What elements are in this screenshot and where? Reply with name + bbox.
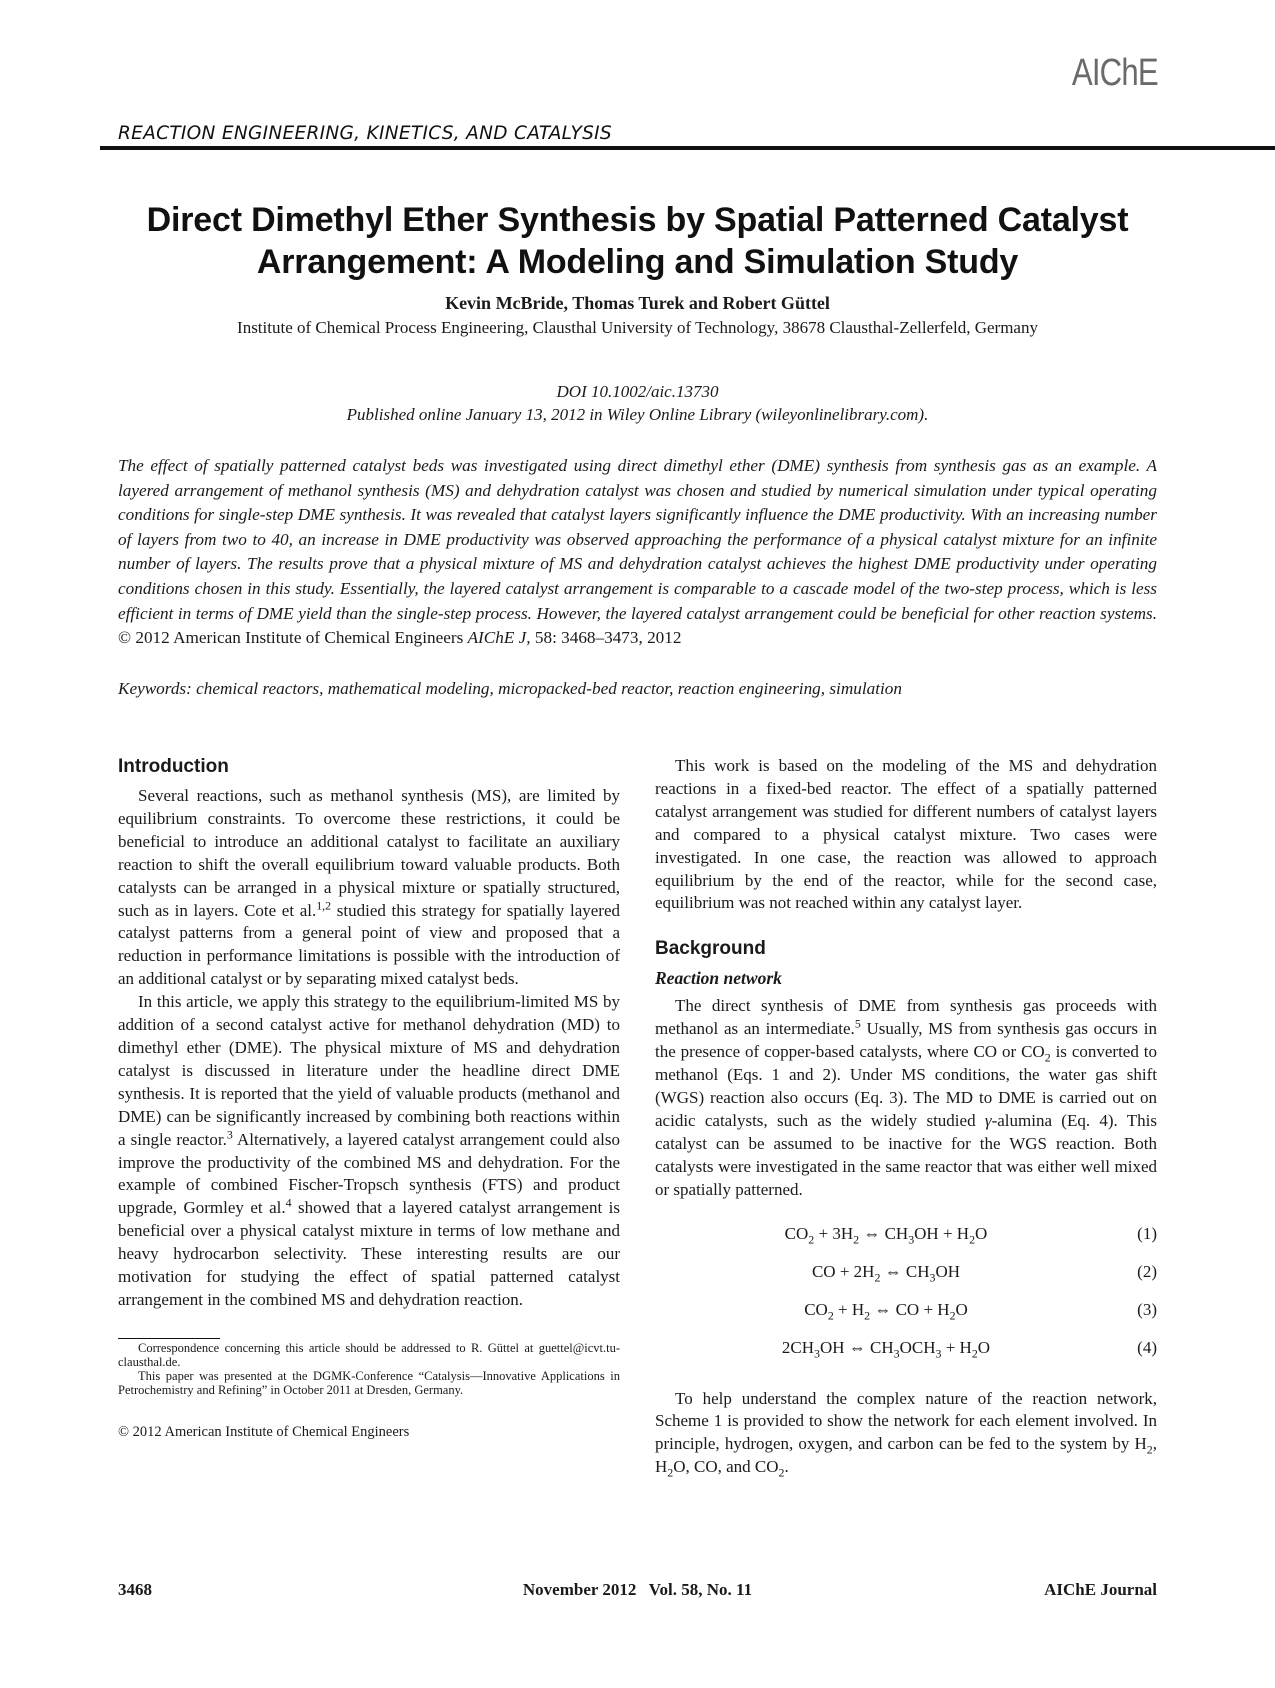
reaction-network-subheading: Reaction network (655, 968, 782, 989)
journal-name: AIChE Journal (1044, 1580, 1157, 1599)
header-rule (100, 146, 1275, 150)
introduction-heading: Introduction (118, 756, 229, 777)
equation-number: (3) (1137, 1300, 1157, 1320)
footnote-rule (118, 1338, 220, 1339)
equation-2 (655, 1254, 1157, 1292)
published-line: Published online January 13, 2012 in Wiley Online Library (wileyonlinelibrary.com). (346, 405, 929, 424)
title-line-1: Direct Dimethyl Ether Synthesis by Spatial Patterned Catalyst (146, 200, 1129, 239)
equation-number: (2) (1137, 1262, 1157, 1282)
intro-paragraph-2: In this article, we apply this strategy to the equilibrium-limited MS by addition of a second catalyst active for methanol dehydration (MD) to dimethyl ether (DME). The physical mixture of MS and dehydration catalyst is discussed in literature under the headline direct DME synthesis. It is reported that the yield of valuable products (methanol and DME) can be significantly increased by combining both reactions within a single reactor.$^3$ Alternatively, a layered catalyst arrangement could also improve the productivity of the combined MS and dehydration. For the example of combined Fischer-Tropsch synthesis (FTS) and product upgrade, Gormley et al.$^4$ showed that a layered catalyst arrangement is beneficial over a physical catalyst mixture in terms of low methane and heavy hydrocarbon selectivity. These interesting results are our motivation for studying the effect of spatial patterned catalyst arrangement in the combined MS and dehydration reaction. (118, 992, 620, 1309)
citation-ref: 4 (285, 1195, 292, 1210)
abstract-citation: 58: 3468–3473, 2012 (534, 628, 682, 648)
equation-expression: $2CH_3OH$ ⇔ $CH_3OCH_3 + H_2O$ (781, 1338, 991, 1361)
equation-expression: $CO_2 + 3H_2$ ⇔ $CH_3OH + H_2O$ (784, 1224, 988, 1247)
left-column (118, 755, 620, 1444)
abstract-journal: AIChE J, (467, 628, 531, 648)
doi: DOI 10.1002/aic.13730 (556, 382, 719, 401)
issue-info: November 2012 Vol. 58, No. 11 (522, 1580, 753, 1599)
equation-3 (655, 1292, 1157, 1330)
equation-number: (4) (1137, 1338, 1157, 1358)
right-paragraph-1: This work is based on the modeling of the MS and dehydration reactions in a fixed-bed reactor. The effect of a spatially patterned catalyst arrangement was studied for different numbers of catalyst layers and compared to a physical catalyst mixture. Two cases were investigated. In one case, the reaction was allowed to approach equilibrium by the end of the reactor, while for the second case, equilibrium was not reached within any catalyst layer. (655, 756, 1157, 913)
background-paragraph: The direct synthesis of DME from synthesis gas proceeds with methanol as an intermediate.$^5$ Usually, MS from synthesis gas occurs in the presence of copper-based catalysts, where CO or $CO_2$ is converted to methanol (Eqs. 1 and 2). Under MS conditions, the water gas shift (WGS) reaction also occurs (Eq. 3). The MD to DME is carried out on acidic catalysts, such as the widely studied γ-alumina (Eq. 4). This catalyst can be assumed to be inactive for the WGS reaction. Both catalysts were investigated in the same reactor that was either well mixed or spatially patterned. (655, 996, 1157, 1199)
keywords: Keywords: chemical reactors, mathematical modeling, micropacked-bed reactor, reaction engineering, simulation (118, 679, 902, 698)
equation-number: (1) (1137, 1224, 1157, 1244)
abstract (118, 454, 1157, 651)
page-number: 3468 (118, 1580, 152, 1599)
equation-1 (655, 1216, 1157, 1254)
copyright-notice: © 2012 American Institute of Chemical Engineers (118, 1423, 410, 1440)
citation-ref: 3 (226, 1126, 233, 1141)
affiliation: Institute of Chemical Process Engineering, Clausthal University of Technology, 38678 Clausthal-Zellerfeld, Germany (237, 318, 1038, 337)
right-column (655, 755, 1157, 1479)
authors: Kevin McBride, Thomas Turek and Robert Güttel (445, 293, 830, 313)
background-heading: Background (655, 938, 766, 960)
equation-expression: CO + $2H_2$ ⇔ $CH_3OH$ (811, 1262, 961, 1285)
footnote-conference: This paper was presented at the DGMK-Conference “Catalysis—Innovative Applications in Petrochemistry and Refining” in October 2011 at Dresden, Germany. (118, 1368, 620, 1397)
intro-paragraph-1: Several reactions, such as methanol synthesis (MS), are limited by equilibrium constraints. To overcome these restrictions, it could be beneficial to introduce an additional catalyst to facilitate an auxiliary reaction to shift the overall equilibrium toward valuable products. Both catalysts can be arranged in a physical mixture or spatially structured, such as in layers. Cote et al.$^{1,2}$ studied this strategy for spatially layered catalyst patterns from a general point of view and proposed that a reduction in performance limitations is possible with the introduction of an additional catalyst or by separating mixed catalyst beds. (118, 786, 620, 989)
citation-ref: 5 (854, 1016, 861, 1031)
abstract-text: The effect of spatially patterned catalyst beds was investigated using direct dimethyl ether (DME) synthesis from synthesis gas as an example. A layered arrangement of methanol synthesis (MS) and dehydration catalyst was chosen and studied by numerical simulation under typical operating conditions for single-step DME synthesis. It was revealed that catalyst layers significantly influence the DME productivity. With an increasing number of layers from two to 40, an increase in DME productivity was observed approaching the performance of a physical catalyst mixture for an infinite number of layers. The results prove that a physical mixture of MS and dehydration catalyst achieves the highest DME productivity under operating conditions chosen in this study. Essentially, the layered catalyst arrangement is comparable to a cascade model of the two-step process, which is less efficient in terms of DME yield than the single-step process. However, the layered catalyst arrangement could be beneficial for other reaction systems. (118, 456, 1157, 623)
equation-expression: $CO_2 + H_2$ ⇔ CO + $H_2O$ (804, 1300, 968, 1323)
aiche-logo: AIChE (1072, 52, 1158, 94)
equation-4 (655, 1330, 1157, 1368)
article-title (80, 199, 1195, 283)
equation-list (655, 1216, 1157, 1368)
abstract-copyright: © 2012 American Institute of Chemical Engineers (118, 628, 464, 648)
footnote-correspondence: Correspondence concerning this article should be addressed to R. Güttel at guettel@icvt.tu-clausthal.de. (118, 1340, 620, 1369)
section-label: REACTION ENGINEERING, KINETICS, AND CATALYSIS (118, 123, 612, 144)
citation-ref: 1,2 (316, 897, 332, 912)
title-line-2: Arrangement: A Modeling and Simulation Study (256, 242, 1019, 281)
scheme-paragraph: To help understand the complex nature of the reaction network, Scheme 1 is provided to show the network for each element involved. In principle, hydrogen, oxygen, and carbon can be fed to the system by $H_2$, $H_2O$, CO, and $CO_2$. (655, 1388, 1157, 1480)
